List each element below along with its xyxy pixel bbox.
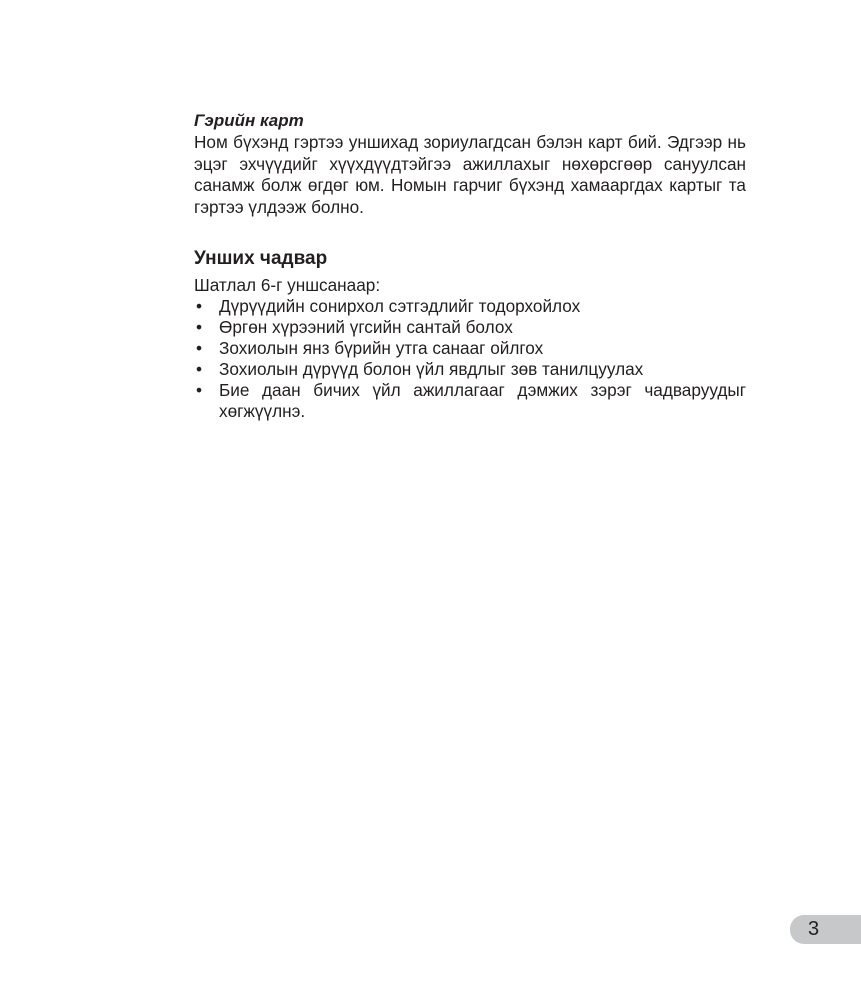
list-item: [194, 359, 746, 380]
bullet-icon: •: [196, 338, 203, 358]
list-item-text: Бие даан бичих үйл ажиллагааг дэмжих зэрэг чадваруудыг хөгжүүлнэ.: [219, 380, 746, 421]
bullet-icon: •: [196, 296, 203, 316]
page-number-tab: [790, 915, 861, 944]
home-card-paragraph: Ном бүхэнд гэртээ уншихад зориулагдсан бэлэн карт бий. Эдгээр нь эцэг эхчүүдийг хүүхдүүдтэйгээ ажиллахыг нөхөрсгөөр сануулсан санамж болж өгдөг юм. Номын гарчиг бүхэнд хамааргдах картыг та гэртээ үлдээж болно.: [194, 132, 746, 217]
list-item-text: Өргөн хүрээний үгсийн сантай болох: [219, 317, 513, 337]
list-item: [194, 317, 746, 338]
reading-skills-intro: Шатлал 6-г уншсанаар:: [194, 275, 381, 295]
list-item: [194, 296, 746, 317]
list-item: [194, 338, 746, 359]
bullet-icon: •: [196, 317, 203, 337]
list-item: [194, 380, 746, 422]
bullet-icon: •: [196, 359, 203, 379]
page-content: [194, 110, 746, 422]
page-number: 3: [808, 918, 820, 940]
reading-skills-list: [194, 296, 746, 422]
list-item-text: Зохиолын янз бүрийн утга санааг ойлгох: [219, 338, 544, 358]
list-item-text: Дүрүүдийн сонирхол сэтгэдлийг тодорхойлох: [219, 296, 581, 316]
bullet-icon: •: [196, 380, 203, 400]
home-card-heading: Гэрийн карт: [194, 111, 304, 130]
reading-skills-heading: Унших чадвар: [194, 248, 328, 269]
list-item-text: Зохиолын дүрүүд болон үйл явдлыг зөв танилцуулах: [219, 359, 644, 379]
